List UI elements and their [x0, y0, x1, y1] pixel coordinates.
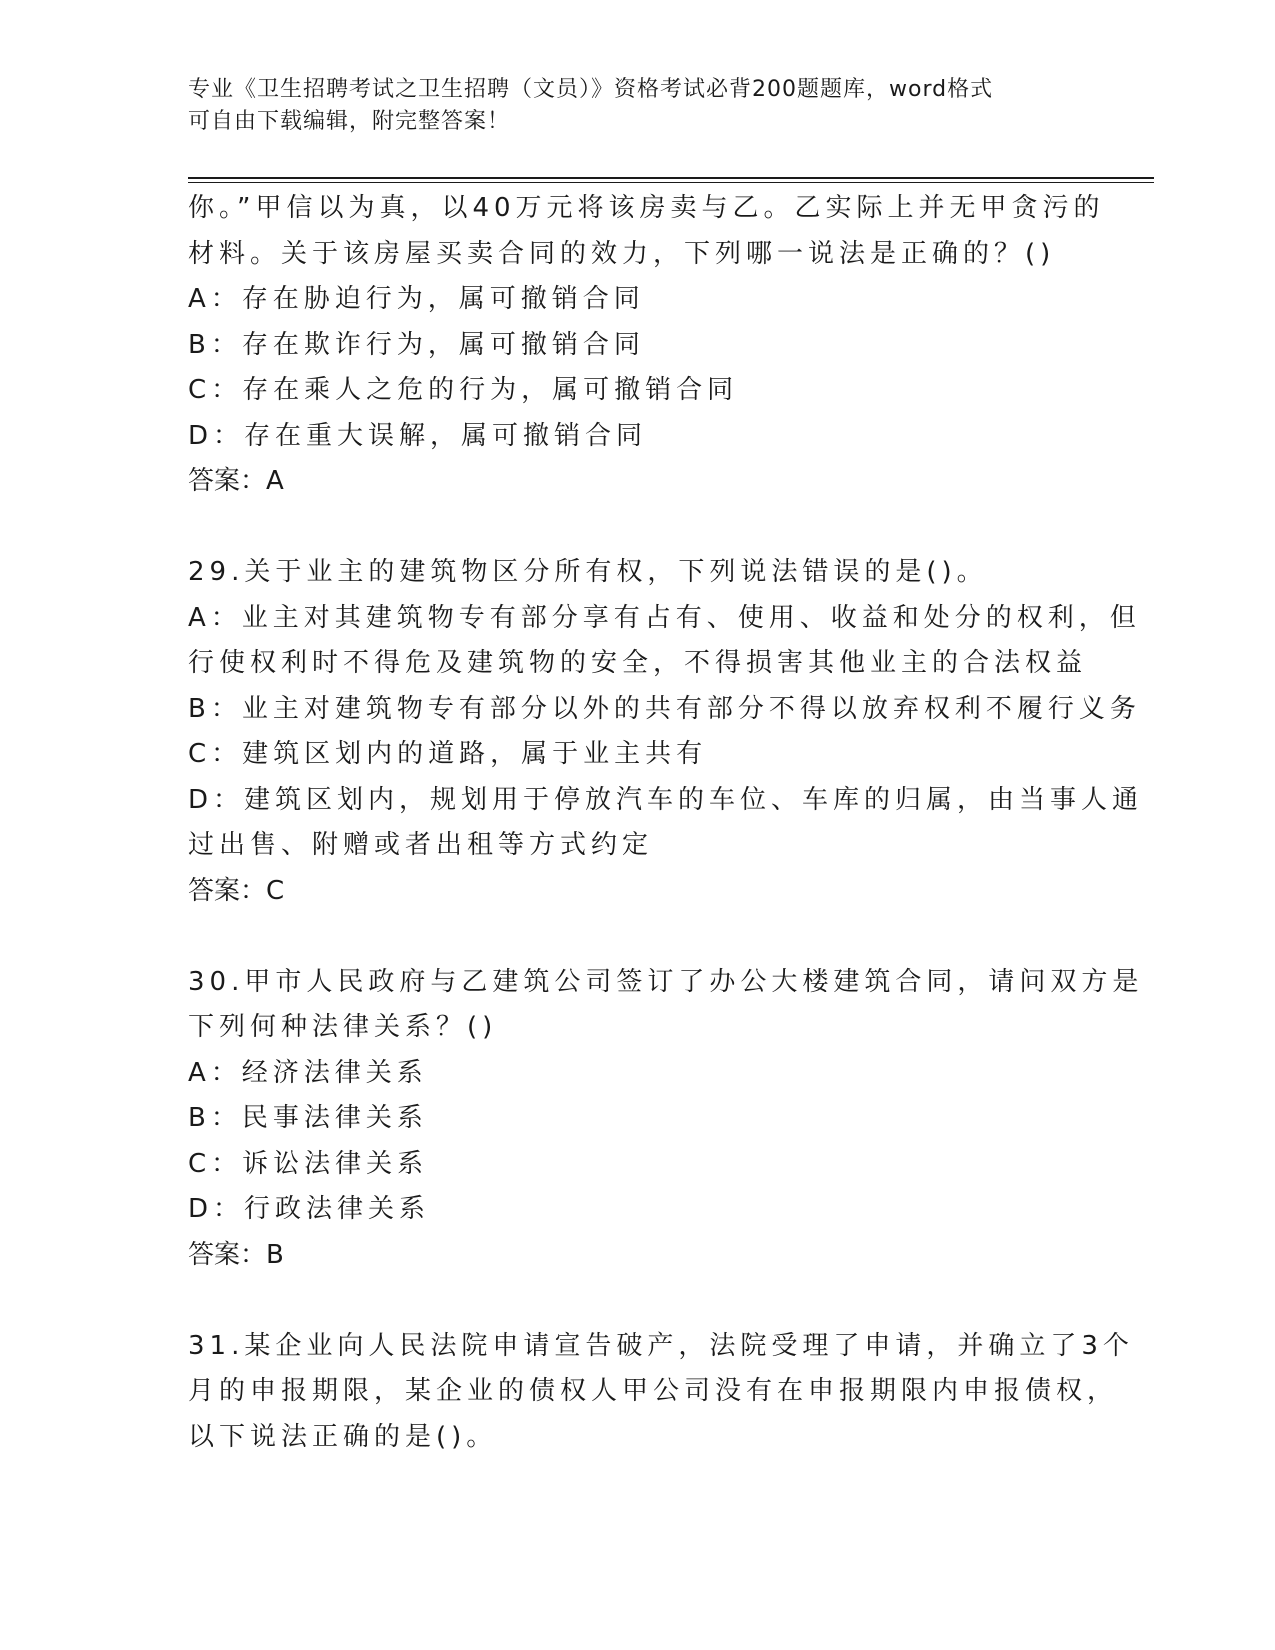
header-title-line1: 专业《卫生招聘考试之卫生招聘（文员）》资格考试必背200题题库，word格式: [188, 77, 994, 102]
option-d: D：建筑区划内，规划用于停放汽车的车位、车库的归属，由当事人通: [188, 784, 1144, 815]
option-a: A：存在胁迫行为，属可撤销合同: [188, 284, 645, 314]
question-stem: 30.甲市人民政府与乙建筑公司签订了办公大楼建筑合同，请问双方是: [188, 966, 1144, 997]
option-d-continued: 过出售、附赠或者出租等方式约定: [188, 830, 654, 860]
option-b: B：业主对建筑物专有部分以外的共有部分不得以放弃权利不履行义务: [188, 693, 1141, 724]
question-29: [188, 550, 1144, 914]
question-stem-continued: 月的申报期限，某企业的债权人甲公司没有在申报期限内申报债权，: [188, 1376, 1119, 1406]
header-title-line2: 可自由下载编辑，附完整答案！: [188, 109, 511, 134]
question-stem-continued: 以下说法正确的是()。: [188, 1421, 498, 1452]
page-header: [188, 74, 1068, 138]
question-stem-continued: 材料。关于该房屋买卖合同的效力，下列哪一说法是正确的？(): [188, 238, 1056, 269]
spacer: [188, 1278, 1088, 1324]
question-stem: 29.关于业主的建筑物区分所有权，下列说法错误的是()。: [188, 557, 988, 587]
option-a-continued: 行使权利时不得危及建筑物的安全，不得损害其他业主的合法权益: [188, 648, 1088, 678]
question-stem-continued: 你。”甲信以为真，以40万元将该房卖与乙。乙实际上并无甲贪污的: [188, 193, 1105, 223]
answer-label: 答案：A: [188, 466, 284, 496]
option-a: A：业主对其建筑物专有部分享有占有、使用、收益和处分的权利，但: [188, 602, 1141, 633]
document-body: [188, 186, 1144, 1460]
option-a: A：经济法律关系: [188, 1057, 428, 1088]
option-b: B：存在欺诈行为，属可撤销合同: [188, 329, 645, 360]
question-30: [188, 960, 1144, 1279]
question-stem: 31.某企业向人民法院申请宣告破产，法院受理了申请，并确立了3个: [188, 1330, 1134, 1361]
option-c: C：诉讼法律关系: [188, 1148, 429, 1179]
option-d: D：存在重大误解，属可撤销合同: [188, 420, 648, 451]
answer-label: 答案：B: [188, 1239, 284, 1270]
question-31: [188, 1324, 1134, 1461]
spacer: [188, 914, 1088, 960]
question-stem-continued: 下列何种法律关系？(): [188, 1012, 498, 1042]
option-c: C：建筑区划内的道路，属于业主共有: [188, 739, 708, 769]
header-divider: [188, 177, 1154, 183]
spacer: [188, 505, 1088, 551]
question-28: [188, 186, 1105, 505]
option-b: B：民事法律关系: [188, 1103, 428, 1133]
option-d: D：行政法律关系: [188, 1194, 431, 1224]
answer-label: 答案：C: [188, 875, 285, 906]
option-c: C：存在乘人之危的行为，属可撤销合同: [188, 375, 739, 405]
